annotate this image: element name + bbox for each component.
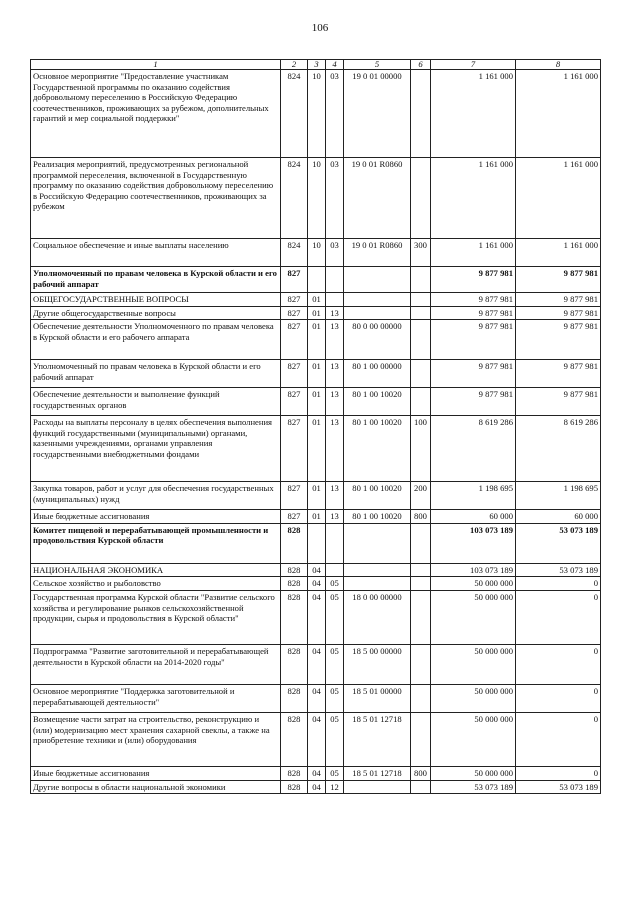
section-code: 04	[308, 684, 326, 712]
table-row	[31, 158, 601, 239]
amount-1: 1 161 000	[431, 158, 516, 239]
target-article-code	[344, 293, 411, 307]
row-name: Другие вопросы в области национальной экономики	[31, 780, 281, 794]
section-code: 01	[308, 306, 326, 320]
row-name: Уполномоченный по правам человека в Курской области и его рабочий аппарат	[31, 267, 281, 293]
subsection-code	[326, 293, 344, 307]
amount-1: 9 877 981	[431, 306, 516, 320]
expense-type-code	[411, 684, 431, 712]
section-code: 10	[308, 70, 326, 158]
amount-1: 103 073 189	[431, 563, 516, 577]
section-code: 01	[308, 388, 326, 416]
col-header: 2	[281, 60, 308, 70]
table-row	[31, 780, 601, 794]
expense-type-code	[411, 293, 431, 307]
section-code: 04	[308, 590, 326, 644]
target-article-code: 18 0 00 00000	[344, 590, 411, 644]
expense-type-code	[411, 563, 431, 577]
subsection-code: 13	[326, 360, 344, 388]
grbs-code: 827	[281, 320, 308, 360]
grbs-code: 828	[281, 766, 308, 780]
subsection-code: 13	[326, 306, 344, 320]
subsection-code: 05	[326, 577, 344, 591]
grbs-code: 827	[281, 416, 308, 482]
section-code: 04	[308, 780, 326, 794]
subsection-code: 12	[326, 780, 344, 794]
table-row	[31, 306, 601, 320]
amount-2: 9 877 981	[516, 267, 601, 293]
amount-2: 53 073 189	[516, 523, 601, 563]
table-row	[31, 684, 601, 712]
expense-type-code	[411, 360, 431, 388]
target-article-code: 80 1 00 10020	[344, 388, 411, 416]
section-code: 04	[308, 563, 326, 577]
amount-1: 50 000 000	[431, 766, 516, 780]
table-row	[31, 416, 601, 482]
amount-2: 0	[516, 577, 601, 591]
table-row	[31, 360, 601, 388]
expense-type-code	[411, 306, 431, 320]
amount-2: 53 073 189	[516, 563, 601, 577]
subsection-code	[326, 267, 344, 293]
expense-type-code: 800	[411, 766, 431, 780]
table-row	[31, 293, 601, 307]
col-header: 7	[431, 60, 516, 70]
expense-type-code	[411, 267, 431, 293]
grbs-code: 828	[281, 590, 308, 644]
section-code: 04	[308, 712, 326, 766]
expense-type-code	[411, 577, 431, 591]
amount-2: 8 619 286	[516, 416, 601, 482]
amount-2: 1 161 000	[516, 158, 601, 239]
row-name: Обеспечение деятельности Уполномоченного по правам человека в Курской области и его рабочего аппарата	[31, 320, 281, 360]
row-name: Другие общегосударственные вопросы	[31, 306, 281, 320]
amount-1: 8 619 286	[431, 416, 516, 482]
expense-type-code	[411, 712, 431, 766]
subsection-code: 13	[326, 416, 344, 482]
table-row	[31, 563, 601, 577]
amount-1: 9 877 981	[431, 360, 516, 388]
section-code: 04	[308, 766, 326, 780]
target-article-code: 18 5 00 00000	[344, 644, 411, 684]
subsection-code: 13	[326, 388, 344, 416]
target-article-code: 80 1 00 10020	[344, 482, 411, 510]
row-name: Иные бюджетные ассигнования	[31, 510, 281, 524]
subsection-code: 05	[326, 712, 344, 766]
target-article-code: 18 5 01 00000	[344, 684, 411, 712]
amount-1: 50 000 000	[431, 684, 516, 712]
amount-2: 9 877 981	[516, 388, 601, 416]
amount-1: 50 000 000	[431, 577, 516, 591]
subsection-code: 05	[326, 644, 344, 684]
target-article-code: 80 1 00 00000	[344, 360, 411, 388]
row-name: Обеспечение деятельности и выполнение функций государственных органов	[31, 388, 281, 416]
budget-table	[30, 59, 601, 794]
section-code: 01	[308, 510, 326, 524]
amount-2: 9 877 981	[516, 293, 601, 307]
row-name: Комитет пищевой и перерабатывающей промышленности и продовольствия Курской области	[31, 523, 281, 563]
row-name: Государственная программа Курской области "Развитие сельского хозяйства и регулирование рынков сельскохозяйственной продукции, сырья и продовольствия в Курской области"	[31, 590, 281, 644]
table-row	[31, 590, 601, 644]
expense-type-code	[411, 780, 431, 794]
table-row	[31, 510, 601, 524]
row-name: Подпрограмма "Развитие заготовительной и перерабатывающей деятельности в Курской области на 2014-2020 годы"	[31, 644, 281, 684]
expense-type-code	[411, 590, 431, 644]
target-article-code	[344, 780, 411, 794]
subsection-code: 03	[326, 239, 344, 267]
row-name: Закупка товаров, работ и услуг для обеспечения государственных (муниципальных) нужд	[31, 482, 281, 510]
amount-2: 60 000	[516, 510, 601, 524]
subsection-code: 13	[326, 320, 344, 360]
amount-1: 9 877 981	[431, 293, 516, 307]
amount-2: 9 877 981	[516, 320, 601, 360]
amount-2: 9 877 981	[516, 306, 601, 320]
section-code: 10	[308, 239, 326, 267]
row-name: ОБЩЕГОСУДАРСТВЕННЫЕ ВОПРОСЫ	[31, 293, 281, 307]
table-row	[31, 267, 601, 293]
target-article-code: 19 0 01 R0860	[344, 158, 411, 239]
section-code: 01	[308, 416, 326, 482]
grbs-code: 824	[281, 158, 308, 239]
grbs-code: 827	[281, 510, 308, 524]
section-code: 01	[308, 320, 326, 360]
subsection-code: 03	[326, 158, 344, 239]
expense-type-code	[411, 644, 431, 684]
section-code: 10	[308, 158, 326, 239]
grbs-code: 828	[281, 523, 308, 563]
target-article-code: 19 0 01 00000	[344, 70, 411, 158]
target-article-code: 18 5 01 12718	[344, 712, 411, 766]
section-code: 01	[308, 293, 326, 307]
section-code	[308, 267, 326, 293]
header-row	[31, 60, 601, 70]
section-code: 01	[308, 360, 326, 388]
table-row	[31, 239, 601, 267]
section-code: 01	[308, 482, 326, 510]
col-header: 6	[411, 60, 431, 70]
subsection-code	[326, 523, 344, 563]
expense-type-code	[411, 158, 431, 239]
amount-2: 0	[516, 590, 601, 644]
amount-2: 9 877 981	[516, 360, 601, 388]
table-row	[31, 523, 601, 563]
row-name: Уполномоченный по правам человека в Курской области и его рабочий аппарат	[31, 360, 281, 388]
expense-type-code: 200	[411, 482, 431, 510]
table-row	[31, 577, 601, 591]
table-row	[31, 482, 601, 510]
grbs-code: 828	[281, 712, 308, 766]
grbs-code: 828	[281, 780, 308, 794]
subsection-code: 13	[326, 482, 344, 510]
grbs-code: 827	[281, 306, 308, 320]
grbs-code: 828	[281, 644, 308, 684]
section-code	[308, 523, 326, 563]
target-article-code: 18 5 01 12718	[344, 766, 411, 780]
amount-1: 1 161 000	[431, 239, 516, 267]
subsection-code: 05	[326, 766, 344, 780]
row-name: Расходы на выплаты персоналу в целях обеспечения выполнения функций государственными (муниципальными) органами, казенными учреждениями, органами управления государственными внебюджетными фондами	[31, 416, 281, 482]
expense-type-code	[411, 523, 431, 563]
table-row	[31, 70, 601, 158]
row-name: НАЦИОНАЛЬНАЯ ЭКОНОМИКА	[31, 563, 281, 577]
col-header: 5	[344, 60, 411, 70]
target-article-code	[344, 563, 411, 577]
target-article-code: 80 1 00 10020	[344, 416, 411, 482]
subsection-code: 05	[326, 590, 344, 644]
table-row	[31, 712, 601, 766]
target-article-code	[344, 577, 411, 591]
amount-1: 53 073 189	[431, 780, 516, 794]
col-header: 8	[516, 60, 601, 70]
table-row	[31, 766, 601, 780]
table-row	[31, 644, 601, 684]
grbs-code: 827	[281, 360, 308, 388]
amount-1: 9 877 981	[431, 388, 516, 416]
amount-1: 50 000 000	[431, 590, 516, 644]
expense-type-code	[411, 70, 431, 158]
subsection-code: 05	[326, 684, 344, 712]
amount-1: 9 877 981	[431, 320, 516, 360]
page-number: 106	[311, 22, 329, 34]
amount-1: 103 073 189	[431, 523, 516, 563]
target-article-code: 80 1 00 10020	[344, 510, 411, 524]
amount-2: 1 161 000	[516, 70, 601, 158]
amount-1: 50 000 000	[431, 644, 516, 684]
grbs-code: 824	[281, 70, 308, 158]
expense-type-code: 100	[411, 416, 431, 482]
amount-2: 1 161 000	[516, 239, 601, 267]
target-article-code: 80 0 00 00000	[344, 320, 411, 360]
amount-2: 0	[516, 644, 601, 684]
subsection-code: 13	[326, 510, 344, 524]
target-article-code: 19 0 01 R0860	[344, 239, 411, 267]
row-name: Социальное обеспечение и иные выплаты населению	[31, 239, 281, 267]
grbs-code: 828	[281, 577, 308, 591]
row-name: Иные бюджетные ассигнования	[31, 766, 281, 780]
amount-1: 9 877 981	[431, 267, 516, 293]
grbs-code: 828	[281, 684, 308, 712]
row-name: Сельское хозяйство и рыболовство	[31, 577, 281, 591]
col-header: 4	[326, 60, 344, 70]
target-article-code	[344, 267, 411, 293]
row-name: Основное мероприятие "Поддержка заготовительной и перерабатывающей деятельности"	[31, 684, 281, 712]
grbs-code: 827	[281, 293, 308, 307]
amount-2: 1 198 695	[516, 482, 601, 510]
amount-1: 1 198 695	[431, 482, 516, 510]
grbs-code: 824	[281, 239, 308, 267]
col-header: 3	[308, 60, 326, 70]
row-name: Основное мероприятие "Предоставление участникам Государственной программы по оказанию содействия добровольному переселению в Российскую Федерацию соотечественников, проживающих за рубежом, дополнительных гарантий и мер социальной поддержки"	[31, 70, 281, 158]
section-code: 04	[308, 577, 326, 591]
subsection-code	[326, 563, 344, 577]
amount-2: 0	[516, 766, 601, 780]
col-header: 1	[31, 60, 281, 70]
expense-type-code	[411, 320, 431, 360]
amount-1: 1 161 000	[431, 70, 516, 158]
row-name: Возмещение части затрат на строительство, реконструкцию и (или) модернизацию мест хранения сахарной свеклы, а также на приобретение техники и (или) оборудования	[31, 712, 281, 766]
expense-type-code	[411, 388, 431, 416]
section-code: 04	[308, 644, 326, 684]
amount-1: 60 000	[431, 510, 516, 524]
subsection-code: 03	[326, 70, 344, 158]
expense-type-code: 800	[411, 510, 431, 524]
grbs-code: 827	[281, 482, 308, 510]
target-article-code	[344, 523, 411, 563]
grbs-code: 827	[281, 267, 308, 293]
table-row	[31, 388, 601, 416]
amount-1: 50 000 000	[431, 712, 516, 766]
target-article-code	[344, 306, 411, 320]
row-name: Реализация мероприятий, предусмотренных региональной программой переселения, включенной в Государственную программу по оказанию содействия добровольному переселению в Российскую Федерацию соотечественников, проживающих за рубежом	[31, 158, 281, 239]
grbs-code: 827	[281, 388, 308, 416]
table-row	[31, 320, 601, 360]
amount-2: 0	[516, 712, 601, 766]
amount-2: 53 073 189	[516, 780, 601, 794]
amount-2: 0	[516, 684, 601, 712]
expense-type-code: 300	[411, 239, 431, 267]
grbs-code: 828	[281, 563, 308, 577]
